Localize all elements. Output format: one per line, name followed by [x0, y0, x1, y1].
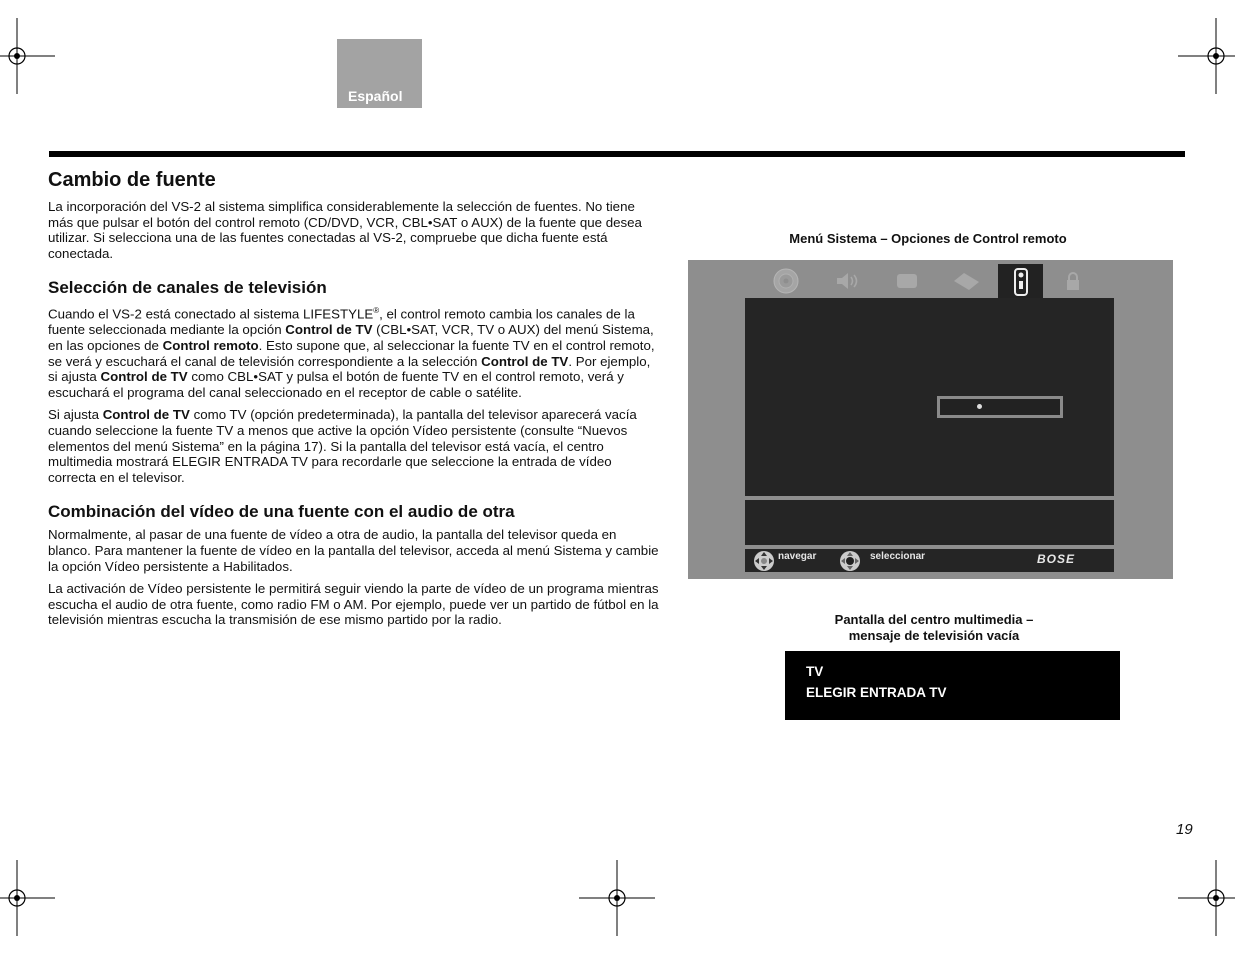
- select-label: seleccionar: [870, 551, 926, 562]
- menu-figure-caption: Menú Sistema – Opciones de Control remoto: [789, 231, 1067, 246]
- video-audio-paragraph-2: La activación de Vídeo persistente le permitirá seguir viendo la parte de vídeo de un programa mientras escucha el audio de otra fuente, como radio FM o AM. Por ejemplo, puede ver un partido de fútbol en la televisión mientras escucha la transmisión de ese mismo partido por la radio.: [48, 581, 659, 628]
- lock-icon: [1054, 266, 1092, 296]
- language-label: Español: [348, 88, 403, 104]
- page-title: Cambio de fuente: [48, 169, 216, 191]
- registration-mark-icon: [1178, 18, 1235, 94]
- registration-mark-icon: [579, 860, 655, 936]
- registration-mark-icon: [0, 860, 55, 936]
- menu-info-panel: [745, 500, 1114, 545]
- system-menu-screen: [688, 260, 1173, 579]
- bose-logo: BOSE: [1037, 552, 1076, 566]
- menu-footer: [745, 549, 1114, 572]
- keyboard-icon: [947, 266, 985, 296]
- navigate-pad-icon: [753, 550, 775, 572]
- section-heading-video-audio: Combinación del vídeo de una fuente con el audio de otra: [48, 502, 515, 522]
- language-tab: [337, 39, 422, 108]
- bold-term: Control de TV: [102, 407, 190, 423]
- video-audio-paragraph-1: Normalmente, al pasar de una fuente de vídeo a otra de audio, la pantalla del televisor queda en blanco. Para mantener la fuente de vídeo en la pantalla del televisor, acceda al menú Sistema y cambie la opción Vídeo persistente a Habilitados.: [48, 527, 659, 574]
- registration-mark-icon: [0, 18, 55, 94]
- navigate-label: navegar: [778, 551, 817, 562]
- display-figure-caption: [786, 612, 1082, 644]
- bold-term: Control de TV: [100, 369, 188, 385]
- display-line-1: TV: [806, 664, 824, 679]
- channels-paragraph-2: Si ajusta Control de TV como TV (opción predeterminada), la pantalla del televisor aparecerá vacía cuando seleccione la fuente TV a menos que active la opción Vídeo persistente (consulte “Nuevos elementos del menú Sistema” en la página 17). Si la pantalla del televisor está vacía, el centro multimedia mostrará ELEGIR ENTRADA TV para recordarle que seleccione la entrada de vídeo correcta en el televisor.: [48, 407, 637, 485]
- disc-icon: [767, 266, 805, 296]
- page-number: 19: [1176, 821, 1193, 838]
- bold-term: Control de TV: [481, 353, 569, 369]
- section-heading-channels: Selección de canales de televisión: [48, 278, 327, 298]
- main-column: [48, 166, 660, 635]
- tv-icon: [888, 266, 926, 296]
- remote-icon[interactable]: [998, 264, 1043, 300]
- menu-content-panel: [745, 298, 1114, 496]
- registration-mark-icon: [1178, 860, 1235, 936]
- bold-term: Control de TV: [285, 322, 373, 338]
- display-line-2: ELEGIR ENTRADA TV: [806, 685, 947, 700]
- channels-paragraph-1: Cuando el VS-2 está conectado al sistema LIFESTYLE®, el control remoto cambia los canales de la fuente seleccionada mediante la opción Control de TV (CBL•SAT, VCR, TV o AUX) del menú Sistema, en las opciones de Control remoto. Esto supone que, al seleccionar la fuente TV en el control remoto, se verá y escuchará el canal de televisión correspondiente a la selección Control de TV. Por ejemplo, si ajusta Control de TV como CBL•SAT y pulsa el botón de fuente TV en el control remoto, verá y escuchará el programa del canal seleccionado en el receptor de cable o satélite.: [48, 306, 655, 400]
- select-pad-icon: [839, 550, 861, 572]
- display-caption-line-1: Pantalla del centro multimedia –: [834, 612, 1034, 627]
- display-caption-line-2: mensaje de televisión vacía: [848, 628, 1020, 643]
- registered-mark: ®: [373, 306, 380, 316]
- header-rule: [49, 151, 1185, 157]
- bold-term: Control remoto: [162, 337, 259, 353]
- intro-paragraph: La incorporación del VS-2 al sistema simplifica considerablemente la selección de fuentes. No tiene más que pulsar el botón del control remoto (CD/DVD, VCR, CBL•SAT o AUX) de la fuente que desea utilizar. Si selecciona una de las fuentes conectadas al VS-2, compruebe que dicha fuente está conectada.: [48, 199, 642, 261]
- media-center-display: [785, 651, 1120, 720]
- menu-field-dot: [977, 404, 982, 409]
- speaker-icon: [828, 266, 866, 296]
- menu-selection-field[interactable]: [937, 396, 1063, 418]
